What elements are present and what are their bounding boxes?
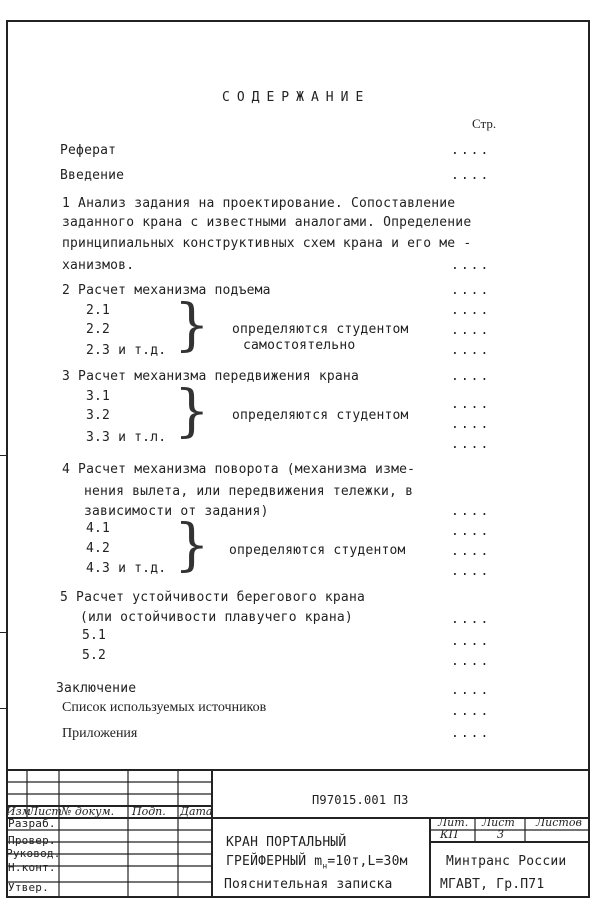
toc-note: определяются студентом: [232, 322, 409, 337]
toc-note: определяются студентом: [229, 543, 406, 558]
stamp-role: Руковод.: [6, 847, 61, 860]
stamp-header-izm: Изм: [6, 805, 31, 818]
toc-subitem: 3.2: [86, 408, 111, 423]
toc-dots: ....: [451, 397, 491, 412]
stamp-lit-label: Лит.: [438, 816, 469, 829]
toc-section-1-line: 1 Анализ задания на проектирование. Сопоставление: [62, 196, 456, 211]
stamp-list-label: Лист: [482, 816, 515, 829]
toc-section-5-line: 5 Расчет устойчивости берегового крана: [60, 590, 366, 605]
toc-dots: ....: [451, 726, 491, 741]
toc-dots: ....: [451, 437, 491, 452]
toc-dots: ....: [451, 654, 491, 669]
brace: }: [174, 293, 210, 358]
brace: }: [174, 379, 210, 444]
toc-dots: ....: [451, 683, 491, 698]
toc-note: определяются студентом: [232, 408, 409, 423]
toc-subitem: 4.3 и т.д.: [86, 561, 167, 576]
toc-dots: ....: [451, 634, 491, 649]
toc-dots: ....: [451, 612, 491, 627]
stamp-header-doc-number: № докум.: [61, 805, 115, 818]
toc-conclusion: Заключение: [56, 681, 137, 696]
toc-section-3-heading: 3 Расчет механизма передвижения крана: [62, 369, 359, 384]
toc-subitem: 4.2: [86, 541, 111, 556]
toc-subitem: 2.3 и т.д.: [86, 343, 167, 358]
stamp-role: Утвер.: [8, 881, 49, 894]
toc-section-4-line: нения вылета, или передвижения тележки, в: [84, 484, 414, 499]
toc-dots: ....: [451, 504, 491, 519]
product-name-line2: ГРЕЙФЕРНЫЙ $m_н=10т,L=30м$: [226, 854, 408, 871]
toc-subitem: 5.1: [82, 628, 107, 643]
product-name-subscript: н: [322, 861, 328, 871]
toc-appendix: Приложения: [62, 726, 138, 741]
stamp-header-date: Дата: [180, 805, 213, 818]
stamp-role: Н.конт.: [8, 861, 56, 874]
product-name-line1: КРАН ПОРТАЛЬНЫЙ: [226, 835, 347, 850]
org-group: МГАВТ, Гр.П71: [440, 877, 545, 892]
toc-subitem: 3.1: [86, 389, 111, 404]
toc-sources: Список используемых источников: [62, 700, 267, 715]
page-title: СОДЕРЖАНИЕ: [222, 90, 371, 105]
stamp-lists-label: Листов: [536, 816, 582, 829]
toc-section-4-line: зависимости от задания): [84, 504, 269, 519]
toc-dots: ....: [451, 258, 491, 273]
stamp-lit-value: КП: [440, 828, 459, 841]
toc-dots: ....: [451, 564, 491, 579]
toc-subitem: 3.3 и т.л.: [86, 430, 167, 445]
toc-dots: ....: [451, 303, 491, 318]
toc-dots: ....: [451, 283, 491, 298]
toc-section-1-line: заданного крана с известными аналогами. Определение: [62, 215, 472, 230]
stamp-role: Разраб.: [8, 817, 56, 830]
stamp-list-value: 3: [497, 828, 504, 841]
brace: }: [174, 513, 210, 578]
doc-type: Пояснительная записка: [224, 877, 393, 892]
toc-subitem: 2.1: [86, 303, 111, 318]
toc-subitem: 4.1: [86, 521, 111, 536]
toc-dots: ....: [451, 544, 491, 559]
toc-dots: ....: [451, 524, 491, 539]
toc-dots: ....: [451, 417, 491, 432]
org-ministry: Минтранс России: [446, 854, 567, 869]
toc-dots: ....: [451, 168, 491, 183]
page-column-header: Стр.: [472, 116, 497, 131]
toc-dots: ....: [451, 343, 491, 358]
toc-section-1-line: принципиальных конструктивных схем крана и его ме -: [62, 236, 472, 251]
doc-code: П97015.001 ПЗ: [312, 793, 409, 807]
stamp-role: Провер.: [8, 834, 56, 847]
stamp-header-list: Лист: [29, 805, 62, 818]
toc-dots: ....: [451, 369, 491, 384]
toc-section-2-heading: 2 Расчет механизма подъема: [62, 283, 271, 298]
toc-dots: ....: [451, 704, 491, 719]
toc-referat: Реферат: [60, 143, 117, 158]
toc-dots: ....: [451, 143, 491, 158]
toc-dots: ....: [451, 323, 491, 338]
toc-intro: Введение: [60, 168, 125, 183]
toc-section-4-line: 4 Расчет механизма поворота (механизма изме-: [62, 462, 416, 477]
toc-note: самостоятельно: [243, 338, 356, 353]
toc-subitem: 2.2: [86, 322, 111, 337]
toc-section-5-line: (или остойчивости плавучего крана): [80, 610, 353, 625]
toc-section-1-line: ханизмов.: [62, 258, 135, 273]
stamp-header-signature: Подп.: [132, 805, 166, 818]
toc-subitem: 5.2: [82, 648, 107, 663]
